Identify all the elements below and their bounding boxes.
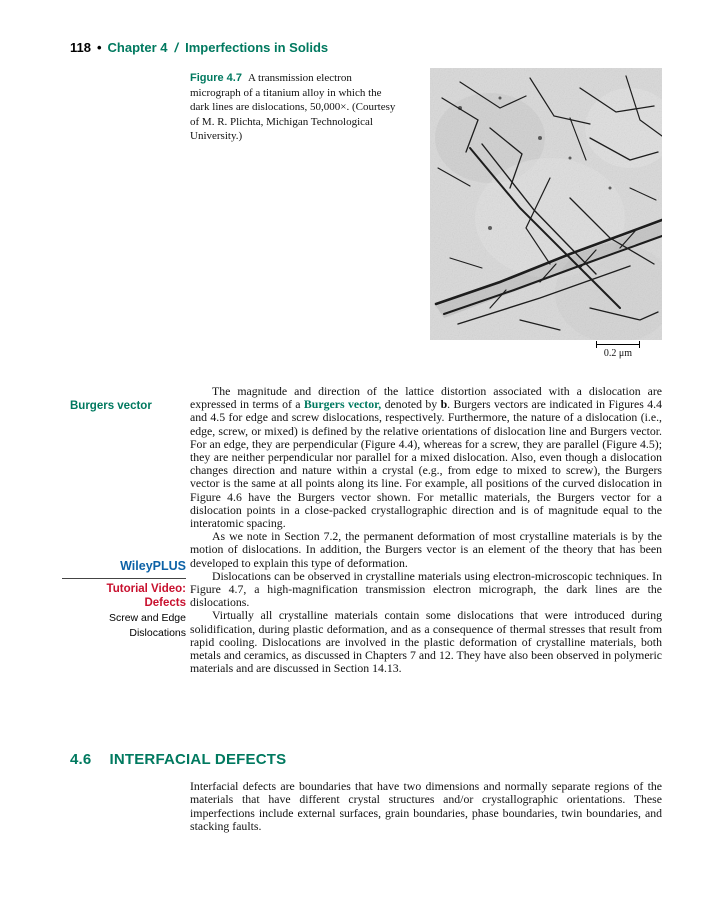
margin-term-burgers-vector: Burgers vector [70, 400, 152, 412]
chapter-title: Imperfections in Solids [185, 40, 329, 55]
wileyplus-logo-text: WileyPLUS [120, 559, 186, 573]
tutorial-video-label: Tutorial Video: [106, 583, 186, 595]
scale-bar-line [596, 341, 640, 348]
margin-divider [62, 578, 186, 579]
tutorial-video-subtitle-line1: Screw and Edge [108, 612, 186, 624]
wileyplus-margin-block [62, 559, 186, 639]
scale-bar-label: 0.2 μm [603, 348, 633, 359]
para1-text: denoted by [381, 397, 441, 412]
main-text-column [190, 385, 662, 675]
burgers-vector-keyterm: Burgers vector, [303, 397, 382, 412]
chapter-slash: / [174, 40, 179, 55]
paragraph-electron-microscopy: Dislocations can be observed in crystalline materials using electron-microscopic techniques. In Figure 4.7, a high-magnification transmission electron micrograph, the dark lines are the dislocations. [190, 568, 662, 610]
tutorial-video-topic: Defects [144, 596, 186, 609]
section-title: INTERFACIAL DEFECTS [109, 751, 287, 768]
figure-caption-text: A transmission electron micrograph of a titanium alloy in which the dark lines are dislocations, 50,000×. [190, 72, 382, 113]
para1-text: The magnitude and direction of the lattice distortion associated with a dislocation are expressed in terms of a [190, 384, 662, 412]
paragraph-dislocation-motion: As we note in Section 7.2, the permanent deformation of most crystalline materials is by the motion of dislocations. In addition, the Burgers vector is an element of the theory that has been developed to explain this type of deformation. [190, 529, 662, 570]
page-number: 118 [70, 40, 91, 55]
tem-micrograph-image [430, 68, 662, 340]
para1-text: . Burgers vectors are indicated in Figures 4.4 and 4.5 for edge and screw dislocations, respectively. Furthermore, the nature of a dislocation (i.e., edge, screw, or mixed) is defined by the relative orientations of dislocation line and Burgers vector. For an edge, they are perpendicular (Figure 4.4), whereas for a screw, they are parallel (Figure 4.5); they are neither perpendicular nor parallel for a mixed dislocation. Also, even though a dislocation changes direction and nature within a crystal (e.g., from edge to mixed to screw), the Burgers vector is the same at all points along its line. For example, all positions of the curved dislocation in Figure 4.6 have the Burgers vector shown. For metallic materials, the Burgers vector for a dislocation points in a close-packed crystallographic direction and is of magnitude equal to the interatomic spacing. [190, 397, 662, 531]
paragraph-burgers-vector [190, 385, 662, 530]
figure-caption [190, 71, 398, 144]
paragraph-dislocation-origin: Virtually all crystalline materials contain some dislocations that were introduced during solidification, during plastic deformation, and as a consequence of thermal stresses that result from rapid cooling. Dislocations are involved in the plastic deformation of crystalline materials, both metals and ceramics, as discussed in Chapters 7 and 12. They have also been observed in polymeric materials and are discussed in Section 14.13. [190, 608, 662, 676]
separator-dot: • [96, 40, 102, 55]
chapter-label: Chapter 4 [107, 40, 168, 55]
figure-label: Figure 4.7 [190, 72, 242, 84]
section-number: 4.6 [70, 751, 92, 768]
running-head [70, 40, 328, 55]
figure-credit: (Courtesy of M. R. Plichta, Michigan Technological University.) [190, 101, 396, 142]
section-heading [70, 751, 286, 768]
scale-bar [592, 341, 644, 359]
vector-b-symbol: b [440, 397, 448, 412]
micrograph-illustration [430, 68, 662, 340]
section-paragraph: Interfacial defects are boundaries that have two dimensions and normally separate regions of the materials that have different crystal structures and/or crystallographic orientations. These imperfections include external surfaces, grain boundaries, phase boundaries, twin boundaries, and stacking faults. [190, 779, 662, 834]
tutorial-video-subtitle-line2: Dislocations [129, 626, 186, 639]
